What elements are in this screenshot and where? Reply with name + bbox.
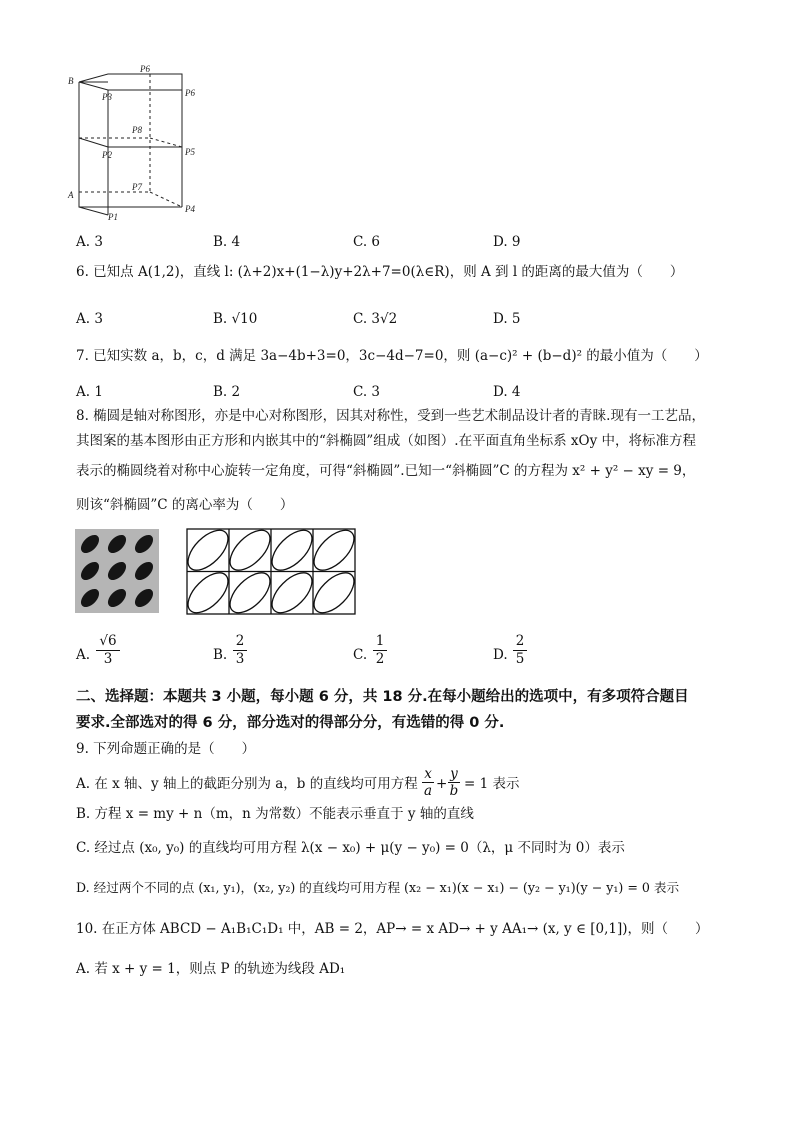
q9-option-a-prefix: A. 在 x 轴、y 轴上的截距分别为 a，b 的直线均可用方程 (76, 776, 418, 792)
q10-text: 10. 在正方体 ABCD − A₁B₁C₁D₁ 中，AB = 2，AP→ = x AD→ + y AA₁→ (x, y ∈ [0,1])，则（ ） (76, 921, 709, 937)
q7-option-a: A. 1 (76, 384, 103, 400)
q8-line-4: 则该“斜椭圆”C 的离心率为（ ） (76, 497, 294, 513)
q8-option-a-numerator: √6 (96, 633, 120, 651)
q9-option-d: D. 经过两个不同的点 (x₁, y₁)，(x₂, y₂) 的直线均可用方程 (x₂ − x₁)(x − x₁) − (y₂ − y₁)(y − y₁) = 0 表示 (76, 880, 680, 895)
q8-option-c-numerator: 1 (373, 633, 387, 651)
q6-option-c: C. 3√2 (353, 311, 398, 327)
q9-option-a-plus: + (436, 776, 448, 792)
q8-line-2: 其图案的基本图形由正方形和内嵌其中的“斜椭圆”组成（如图）.在平面直角坐标系 xOy 中，将标准方程 (76, 433, 696, 449)
cube-label-p6: P6 (185, 88, 195, 98)
cube-label-p8: P8 (132, 125, 142, 135)
cube-label-a: A (68, 190, 74, 200)
q9-option-c: C. 经过点 (x₀, y₀) 的直线均可用方程 λ(x − x₀) + μ(y − y₀) = 0（λ，μ 不同时为 0）表示 (76, 840, 625, 856)
q8-option-d-denominator: 5 (515, 651, 525, 668)
q5-option-b: B. 4 (213, 234, 241, 250)
q7-text: 7. 已知实数 a，b，c，d 满足 3a−4b+3=0，3c−4d−7=0，则 (a−c)² + (b−d)² 的最小值为（ ） (76, 348, 708, 364)
q9-option-a-fraction-x (422, 766, 434, 799)
q9-fraction-y-num: y (448, 766, 460, 783)
q6-option-a: A. 3 (76, 311, 103, 327)
q8-option-d-numerator: 2 (513, 633, 527, 651)
q8-option-c-fraction (373, 633, 387, 667)
q8-option-a-fraction (96, 633, 120, 667)
q9-fraction-y-den: b (449, 783, 459, 800)
ellipse-grid-diagram (186, 528, 356, 615)
q8-option-b-denominator: 3 (235, 651, 245, 668)
q6-option-d: D. 5 (493, 311, 521, 327)
q8-option-b-fraction (233, 633, 247, 667)
cube-label-p4: P4 (185, 204, 195, 214)
q9-option-b: B. 方程 x = my + n（m，n 为常数）不能表示垂直于 y 轴的直线 (76, 806, 474, 822)
q10-option-a: A. 若 x + y = 1，则点 P 的轨迹为线段 AD₁ (76, 961, 346, 977)
q8-option-a-label: A. (76, 647, 91, 663)
q9-text: 9. 下列命题正确的是（ ） (76, 741, 256, 757)
q8-option-b-label: B. (213, 647, 228, 663)
q7-option-d: D. 4 (493, 384, 521, 400)
q8-option-d-label: D. (493, 647, 508, 663)
q5-option-c: C. 6 (353, 234, 381, 250)
q8-option-a-denominator: 3 (103, 651, 113, 668)
q8-option-c-denominator: 2 (375, 651, 385, 668)
q7-option-c: C. 3 (353, 384, 381, 400)
cube-label-p1: P1 (108, 212, 118, 222)
q6-text: 6. 已知点 A(1,2)，直线 l: (λ+2)x+(1−λ)y+2λ+7=0(λ∈R)，则 A 到 l 的距离的最大值为（ ） (76, 264, 684, 280)
cube-label-p2: P2 (102, 150, 112, 160)
cube-label-p5: P5 (185, 147, 195, 157)
q5-option-a: A. 3 (76, 234, 103, 250)
q9-option-a-fraction-y (448, 766, 460, 799)
section-2-heading-line-1: 二、选择题：本题共 3 小题，每小题 6 分，共 18 分.在每小题给出的选项中，有多项符合题目 (76, 689, 689, 705)
q8-option-d-fraction (513, 633, 527, 667)
section-2-heading-line-2: 要求.全部选对的得 6 分，部分选对的得部分分，有选错的得 0 分. (76, 715, 505, 731)
q8-option-b-numerator: 2 (233, 633, 247, 651)
q7-option-b: B. 2 (213, 384, 241, 400)
cube-label-p7: P7 (132, 182, 142, 192)
cube-label-b: B (68, 76, 74, 86)
q5-option-d: D. 9 (493, 234, 521, 250)
q8-line-3: 表示的椭圆绕着对称中心旋转一定角度，可得“斜椭圆”.已知一“斜椭圆”C 的方程为 x² + y² − xy = 9， (76, 463, 696, 479)
q6-option-b: B. √10 (213, 311, 258, 327)
cube-figure (66, 62, 206, 226)
ellipse-pattern-image (75, 529, 159, 613)
q8-option-c-label: C. (353, 647, 368, 663)
q8-line-1: 8. 椭圆是轴对称图形，亦是中心对称图形，因其对称性，受到一些艺术制品设计者的青睐.现有一工艺品， (76, 408, 705, 424)
q9-fraction-x-num: x (422, 766, 434, 783)
q9-fraction-x-den: a (423, 783, 433, 800)
cube-label-top: P6 (140, 64, 150, 74)
q9-option-a-suffix: = 1 表示 (464, 776, 520, 792)
cube-label-p3: P3 (102, 92, 112, 102)
